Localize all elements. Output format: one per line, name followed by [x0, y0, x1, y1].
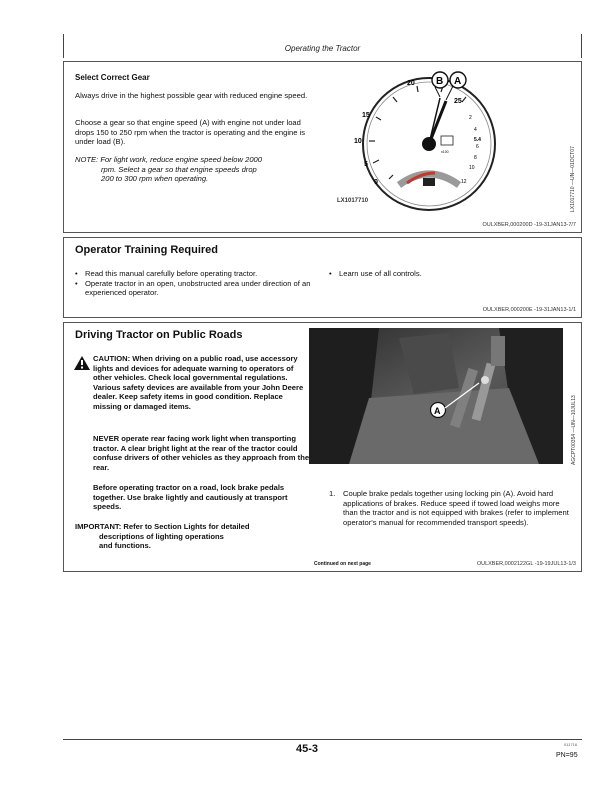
list-item — [329, 269, 569, 279]
select-gear-para1: Always drive in the highest possible gear with reduced engine speed. — [75, 91, 308, 100]
never-text: NEVER operate rear facing work light when transporting tractor. A clear bright light at the rear of the tractor could confuse drivers of other vehicles as they approach from the rear. — [93, 434, 310, 472]
page-number: 45-3 — [296, 743, 319, 755]
gauge-tick-15: 15 — [362, 112, 370, 119]
gauge-tick-5: 5 — [364, 161, 368, 168]
before-text: Before operating tractor on a road, lock brake pedals together. Use brake lightly and cautiously at transport speeds. — [93, 483, 288, 512]
inner-5-4: 5.4 — [474, 137, 481, 143]
bullet-icon: • — [75, 278, 78, 288]
important-line-1: IMPORTANT: Refer to Section Lights for detailed — [75, 522, 250, 531]
important-text — [75, 522, 315, 551]
public-roads-ref: OULXBER,0002122GL -19-19JUL13-1/3 — [476, 561, 576, 567]
inner-6: 6 — [476, 144, 479, 150]
photo-side-code: AGCPT00354 —UN—10JUL13 — [571, 395, 577, 465]
callout-a: A — [454, 76, 462, 87]
operator-training-heading: Operator Training Required — [75, 244, 219, 256]
warning-triangle-icon — [74, 356, 90, 370]
bullet-icon: • — [75, 269, 78, 278]
training-bullet-2: Operate tractor in an open, unobstructed area under direction of an experienced operator. — [85, 278, 311, 298]
gauge-tick-25: 25 — [454, 98, 462, 105]
step-text: Couple brake pedals together using locking pin (A). Avoid hard applications of brakes. Reduce speed if towed load weighs more than the tractor and is not equipped with brakes (refer to implement operator's manual for recommended transport speeds). — [343, 489, 569, 527]
training-left-list — [75, 269, 315, 298]
gauge-tick-0: 0 — [374, 179, 378, 186]
training-right-list — [329, 269, 569, 279]
list-item — [75, 269, 315, 279]
step-1 — [329, 489, 574, 527]
important-line-2: descriptions of lighting operations — [99, 531, 224, 541]
tachometer-figure — [329, 67, 529, 217]
inner-4: 4 — [474, 127, 477, 133]
step-number: 1. — [329, 489, 336, 498]
inner-10: 10 — [469, 165, 475, 171]
operator-training-section — [63, 237, 582, 318]
training-bullet-3: Learn use of all controls. — [339, 269, 422, 278]
public-roads-section — [63, 322, 582, 572]
bullet-icon: • — [329, 269, 332, 278]
gauge-tick-10: 10 — [354, 138, 362, 145]
select-gear-note — [75, 155, 320, 184]
brake-pedal-photo — [309, 328, 563, 464]
caution-text: CAUTION: When driving on a public road, use accessory lights and devices for adequate warning to operators of other vehicles. Check local governmental regulations. Various safety devices are available from your John Deere dealer. Keep safety items in good condition. Replace missing or damaged items. — [93, 354, 304, 411]
public-roads-heading: Driving Tractor on Public Roads — [75, 329, 243, 341]
select-gear-section — [63, 61, 582, 233]
gauge-tick-20: 20 — [407, 80, 415, 87]
pn-number: PN=95 — [556, 752, 578, 759]
footer-code: 011716 — [564, 742, 578, 747]
note-line-2: rpm. Select a gear so that engine speeds drop — [101, 164, 257, 174]
select-gear-heading: Select Correct Gear — [75, 73, 150, 82]
inner-8: 8 — [474, 155, 477, 161]
select-gear-para2: Choose a gear so that engine speed (A) with engine not under load drops 150 to 250 rpm when the tractor is operating and the engine is under load (B). — [75, 118, 306, 147]
inner-2: 2 — [469, 115, 472, 121]
important-line-3: and functions. — [99, 541, 151, 551]
training-bullet-1: Read this manual carefully before operating tractor. — [85, 269, 258, 278]
select-gear-ref: OULXBER,000200D -19-31JAN13-7/7 — [482, 222, 576, 228]
training-ref: OULXBER,000200E -19-31JAN13-1/1 — [482, 307, 576, 313]
photo-callout-a: A — [434, 406, 441, 416]
gauge-x100: x100 — [441, 150, 449, 154]
figure-label: LX1017710 — [337, 198, 369, 204]
running-header: Operating the Tractor — [284, 44, 361, 53]
callout-b: B — [436, 76, 444, 87]
figure-side-code: LX1017710 —UN—01OCT07 — [570, 146, 576, 212]
footer-rule — [63, 739, 582, 740]
list-item — [75, 279, 315, 298]
continued-note: Continued on next page — [314, 561, 371, 567]
note-line-1: NOTE: For light work, reduce engine speed below 2000 — [75, 155, 262, 164]
note-line-3: 200 to 300 rpm when operating. — [101, 174, 209, 184]
inner-12: 12 — [461, 179, 467, 185]
